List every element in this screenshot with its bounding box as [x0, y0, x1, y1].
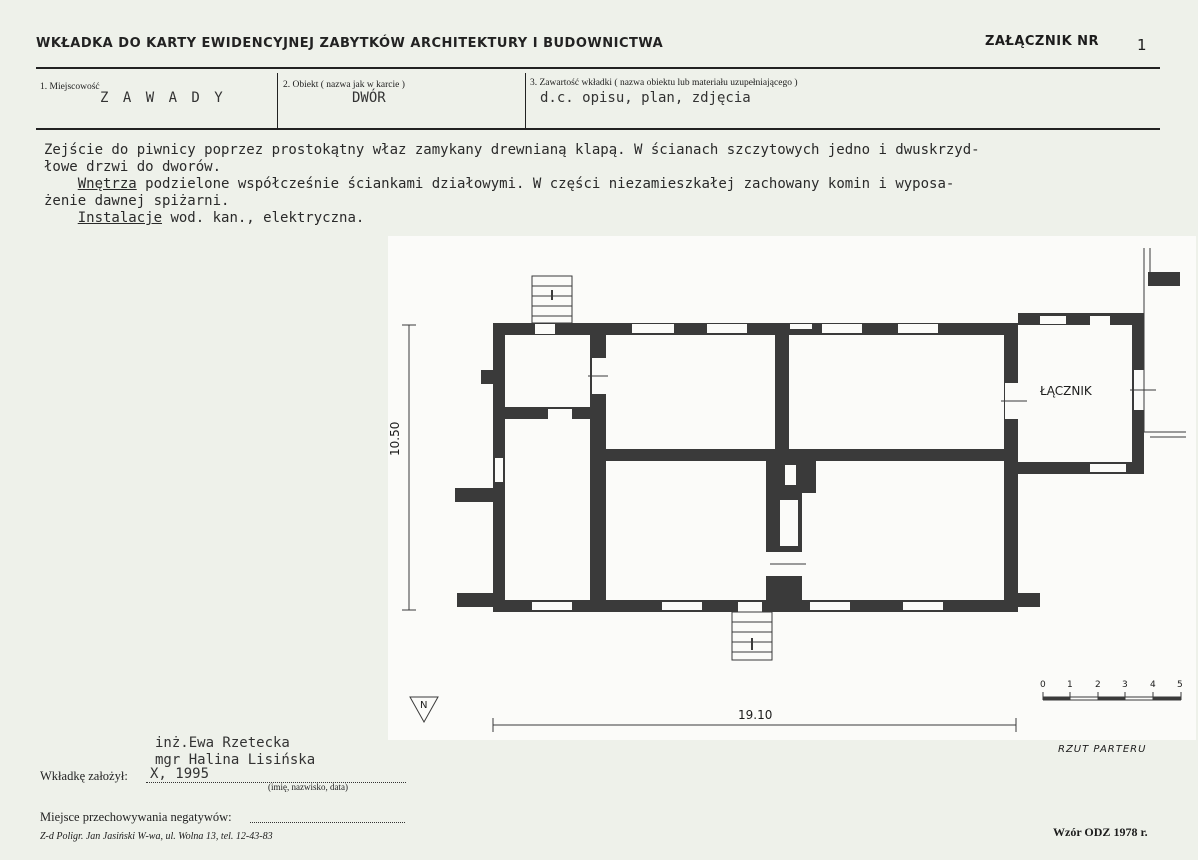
created-hint: (imię, nazwisko, data) [268, 782, 348, 792]
desc-line-5: wod. kan., elektryczna. [162, 210, 365, 226]
connector-wall-north [1018, 313, 1144, 325]
locality-label: 1. Miejscowość [40, 82, 100, 92]
created-value: X, 1995 [150, 766, 210, 782]
object-value: DWÓR [352, 90, 386, 106]
contents-value: d.c. opisu, plan, zdjęcia [540, 90, 751, 106]
attachment-label: ZAŁĄCZNIK NR [985, 34, 1100, 49]
room-label-connector: ŁĄCZNIK [1040, 384, 1092, 398]
author-1: inż.Ewa Rzetecka [155, 735, 290, 751]
scale-tick-0: 0 [1040, 680, 1046, 690]
window-n-1 [632, 324, 674, 333]
wall-north [493, 323, 1018, 335]
window-n-5 [790, 324, 812, 329]
desc-interiors-heading: Wnętrza [77, 176, 137, 192]
window-s-3 [810, 602, 850, 610]
object-label: 2. Obiekt ( nazwa jak w karcie ) [283, 80, 405, 90]
window-n-4 [898, 324, 938, 333]
window-n-3 [822, 324, 862, 333]
scale-tick-4: 4 [1150, 680, 1156, 690]
attachment-number: 1 [1137, 36, 1147, 54]
door-c-1 [1090, 316, 1110, 326]
door-i-2 [548, 409, 572, 419]
locality-value: Z A W A D Y [100, 90, 226, 106]
scale-tick-5: 5 [1177, 680, 1183, 690]
desc-installations-heading: Instalacje [77, 210, 163, 226]
door-s-1 [738, 602, 762, 612]
wall-stub-3 [457, 593, 493, 607]
wall-interior-3 [775, 323, 789, 453]
width-dimension: 19.10 [738, 708, 773, 722]
chimney-flue-1 [785, 465, 796, 485]
plan-caption: RZUT PARTERU [1058, 744, 1147, 755]
window-s-1 [532, 602, 572, 610]
height-dimension: 10.50 [388, 421, 402, 456]
scale-tick-1: 1 [1067, 680, 1073, 690]
desc-line-2: łowe drzwi do dworów. [44, 159, 222, 175]
window-s-4 [903, 602, 943, 610]
desc-line-1: Zejście do piwnicy poprzez prostokątny właz zamykany drewnianą klapą. W ścianach szczytowych jedno i dwuskrzyd- [44, 142, 980, 158]
scale-tick-2: 2 [1095, 680, 1101, 690]
wall-east [1004, 323, 1018, 612]
window-s-2 [662, 602, 702, 610]
form-title: WKŁADKA DO KARTY EWIDENCYJNEJ ZABYTKÓW ARCHITEKTURY I BUDOWNICTWA [36, 36, 664, 51]
printer-info: Z-d Poligr. Jan Jasiński W-wa, ul. Wolna 13, tel. 12-43-83 [40, 831, 273, 842]
template-label: Wzór ODZ 1978 r. [1053, 825, 1148, 839]
wall-stub-1 [481, 370, 493, 384]
created-label: Wkładkę założył: [40, 769, 128, 783]
north-letter: N [420, 700, 428, 711]
contents-label: 3. Zawartość wkładki ( nazwa obiektu lub materiału uzupełniającego ) [530, 78, 798, 88]
wall-stub-5 [1148, 272, 1180, 286]
chimney-flue-2 [780, 500, 798, 546]
wall-interior-2 [493, 407, 590, 419]
desc-line-4: żenie dawnej spiżarni. [44, 193, 230, 209]
window-w-1 [495, 458, 503, 482]
negatives-label: Miejsce przechowywania negatywów: [40, 810, 232, 824]
scale-tick-3: 3 [1122, 680, 1128, 690]
door-n-1 [535, 324, 555, 334]
steps-south [732, 612, 772, 660]
negatives-dotted-line [250, 822, 405, 823]
wall-stub-2 [455, 488, 493, 502]
window-c-1 [1040, 316, 1066, 324]
wall-stub-4 [1018, 593, 1040, 607]
window-n-2 [707, 324, 747, 333]
window-c-2 [1090, 464, 1126, 472]
author-2: mgr Halina Lisińska [155, 752, 316, 768]
desc-line-3: podzielone współcześnie ściankami działowymi. W części niezamieszkałej zachowany komin i wyposa- [136, 176, 955, 192]
